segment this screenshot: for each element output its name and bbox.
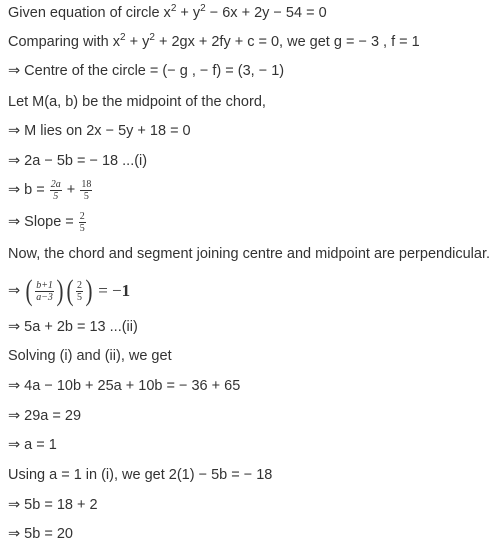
given-equation-text: − 6x + 2y − 54 = 0 — [205, 5, 327, 21]
fraction — [76, 280, 83, 303]
numerator: b+1 — [36, 279, 53, 291]
denominator: 5 — [53, 190, 59, 202]
fraction — [35, 280, 54, 303]
slope-prefix: ⇒ Slope = — [8, 214, 78, 230]
given-equation-text: + y — [176, 5, 201, 21]
denominator: a−3 — [36, 291, 53, 303]
fraction — [79, 211, 86, 234]
product-of-slopes-line — [8, 271, 130, 311]
denominator: 5 — [76, 291, 82, 303]
5b-sum-line: ⇒ 5b = 18 + 2 — [8, 497, 98, 513]
numerator: 2 — [79, 210, 85, 222]
denominator: 5 — [83, 190, 89, 202]
centre-line: ⇒ Centre of the circle = (− g , − f) = (3, − 1) — [8, 63, 285, 79]
exponent: 2 — [170, 3, 177, 14]
slope-line — [8, 208, 87, 236]
equals-minus: = − — [93, 281, 122, 301]
equation-i-line: ⇒ 2a − 5b = − 18 ...(i) — [8, 153, 148, 169]
numerator: 2a — [50, 178, 61, 190]
exponent: 2 — [200, 3, 206, 14]
b-expression-prefix: ⇒ b = — [8, 182, 49, 198]
plus-sign: + — [62, 182, 80, 198]
fraction — [50, 179, 62, 202]
a-value-line: ⇒ a = 1 — [8, 437, 57, 453]
exponent: 2 — [120, 32, 126, 43]
29a-line: ⇒ 29a = 29 — [8, 408, 82, 424]
exponent: 2 — [149, 32, 155, 43]
right-paren: ) — [85, 274, 93, 308]
5b-value-line: ⇒ 5b = 20 — [8, 526, 73, 542]
perpendicular-line: Now, the chord and segment joining centre and midpoint are perpendicular. — [8, 246, 491, 262]
numerator: 18 — [81, 178, 92, 190]
given-equation-text: Given equation of circle x — [8, 5, 171, 21]
fraction — [80, 179, 92, 202]
left-paren: ( — [25, 274, 33, 308]
combined-line: ⇒ 4a − 10b + 25a + 10b = − 36 + 65 — [8, 378, 241, 394]
substitution-line: Using a = 1 in (i), we get 2(1) − 5b = − 18 — [8, 467, 273, 483]
comparing-line — [8, 33, 420, 51]
numerator: 2 — [76, 279, 82, 291]
right-paren: ) — [56, 274, 64, 308]
b-expression-line — [8, 176, 93, 204]
denominator: 5 — [79, 222, 85, 234]
comparing-text: + y — [125, 34, 150, 50]
solving-line: Solving (i) and (ii), we get — [8, 348, 172, 364]
comparing-text: Comparing with x — [8, 34, 121, 50]
one: 1 — [121, 281, 131, 301]
equation-ii-line: ⇒ 5a + 2b = 13 ...(ii) — [8, 319, 138, 335]
lies-on-line: ⇒ M lies on 2x − 5y + 18 = 0 — [8, 123, 191, 139]
implies-prefix: ⇒ — [8, 283, 25, 299]
comparing-text: + 2gx + 2fy + c = 0, we get g = − 3 , f = 1 — [154, 34, 420, 50]
given-equation-line — [8, 4, 327, 22]
left-paren: ( — [66, 274, 74, 308]
midpoint-line: Let M(a, b) be the midpoint of the chord, — [8, 94, 266, 110]
